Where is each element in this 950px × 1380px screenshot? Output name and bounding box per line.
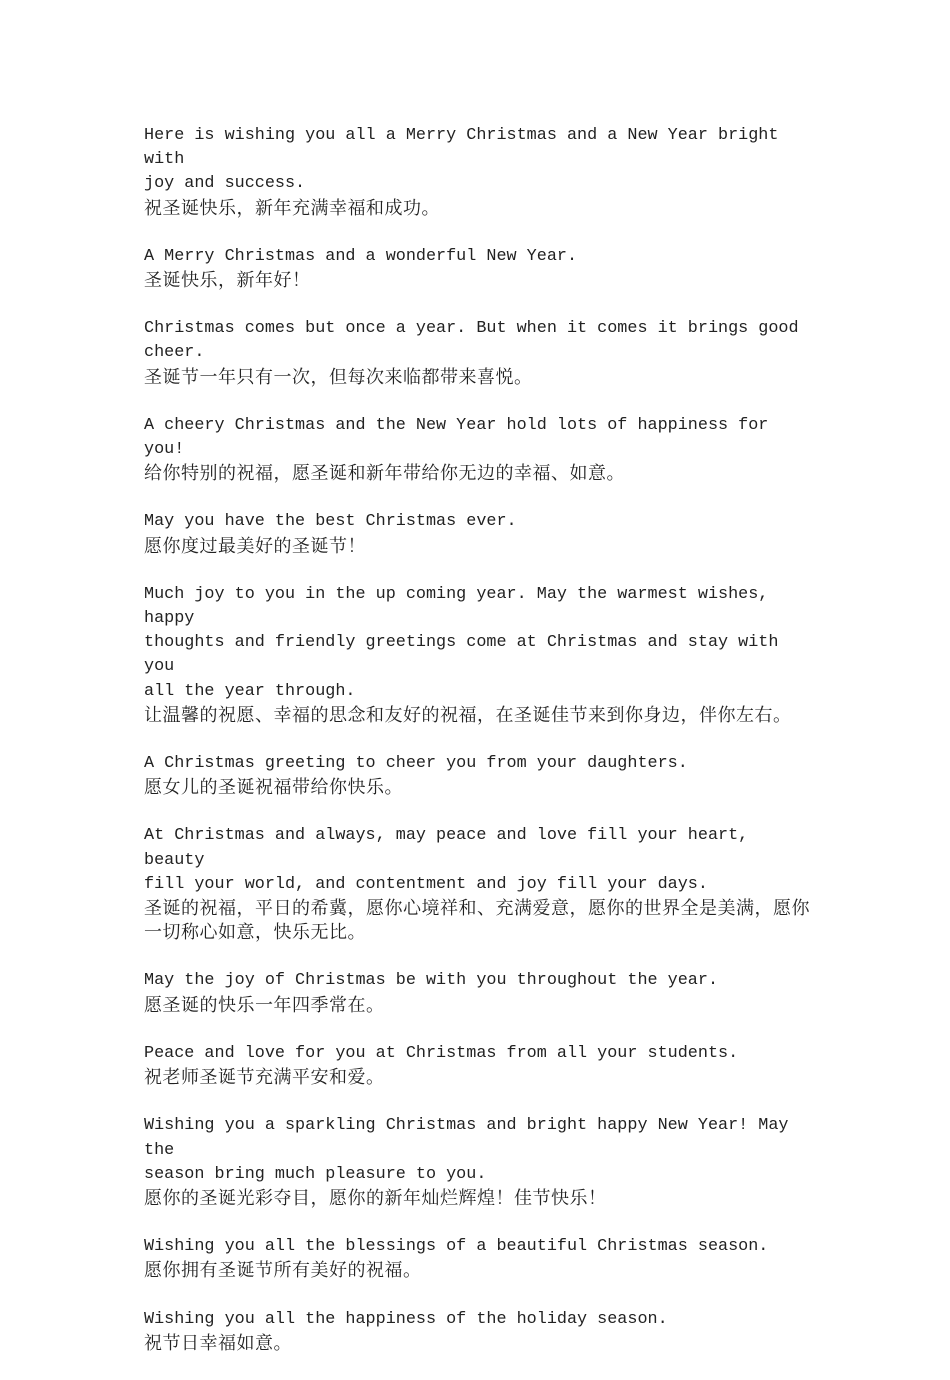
english-greeting: Christmas comes but once a year. But when it comes it brings good cheer. [144, 319, 799, 363]
english-greeting: A cheery Christmas and the New Year hold lots of happiness for you! [144, 415, 779, 460]
english-greeting: Wishing you all the happiness of the holiday season. [144, 1309, 668, 1329]
greeting-entry-6 [144, 583, 816, 728]
document-page [144, 124, 816, 1380]
chinese-translation: 愿你拥有圣诞节所有美好的祝福。 [144, 1260, 422, 1282]
english-greeting: May you have the best Christmas ever. [144, 512, 517, 532]
greeting-entry-8 [144, 824, 816, 945]
chinese-translation: 圣诞节一年只有一次，但每次来临都带来喜悦。 [144, 366, 533, 388]
english-greeting: Wishing you a sparkling Christmas and bright happy New Year! May the season bring much pleasure to you. [144, 1116, 789, 1184]
chinese-translation: 祝老师圣诞节充满平安和爱。 [144, 1067, 385, 1089]
chinese-translation: 圣诞快乐，新年好！ [144, 270, 311, 292]
greeting-entry-12 [144, 1235, 816, 1283]
greeting-entry-7 [144, 752, 816, 800]
greeting-entry-1 [144, 124, 816, 221]
chinese-translation: 圣诞的祝福，平日的希冀，愿你心境祥和、充满爱意，愿你的世界全是美满，愿你一切称心如意，快乐无比。 [144, 898, 810, 944]
english-greeting: At Christmas and always, may peace and love fill your heart, beauty fill your world, and contentment and joy fill your days. [144, 826, 749, 894]
chinese-translation: 愿女儿的圣诞祝福带给你快乐。 [144, 777, 403, 799]
greeting-entry-4 [144, 414, 816, 487]
english-greeting: A Christmas greeting to cheer you from your daughters. [144, 754, 688, 774]
chinese-translation: 让温馨的祝愿、幸福的思念和友好的祝福，在圣诞佳节来到你身边，伴你左右。 [144, 704, 792, 726]
chinese-translation: 祝圣诞快乐，新年充满幸福和成功。 [144, 197, 440, 219]
greeting-entry-10 [144, 1042, 816, 1090]
greeting-entry-5 [144, 510, 816, 558]
greeting-entry-2 [144, 245, 816, 293]
chinese-translation: 愿圣诞的快乐一年四季常在。 [144, 994, 385, 1016]
chinese-translation: 愿你度过最美好的圣诞节！ [144, 535, 366, 557]
greeting-entry-9 [144, 969, 816, 1017]
english-greeting: Much joy to you in the up coming year. May the warmest wishes, happy thoughts and friendly greetings come at Christmas and stay with you all the year through. [144, 584, 779, 701]
greeting-entry-3 [144, 317, 816, 390]
chinese-translation: 祝节日幸福如意。 [144, 1332, 292, 1354]
english-greeting: A Merry Christmas and a wonderful New Year. [144, 246, 578, 266]
chinese-translation: 愿你的圣诞光彩夺目，愿你的新年灿烂辉煌！佳节快乐！ [144, 1187, 607, 1209]
greeting-entry-13 [144, 1308, 816, 1356]
english-greeting: Wishing you all the blessings of a beautiful Christmas season. [144, 1237, 769, 1257]
greeting-entry-11 [144, 1114, 816, 1211]
english-greeting: Peace and love for you at Christmas from all your students. [144, 1043, 739, 1063]
english-greeting: Here is wishing you all a Merry Christmas and a New Year bright with joy and success. [144, 126, 779, 194]
chinese-translation: 给你特别的祝福，愿圣诞和新年带给你无边的幸福、如意。 [144, 463, 625, 485]
english-greeting: May the joy of Christmas be with you throughout the year. [144, 971, 719, 991]
